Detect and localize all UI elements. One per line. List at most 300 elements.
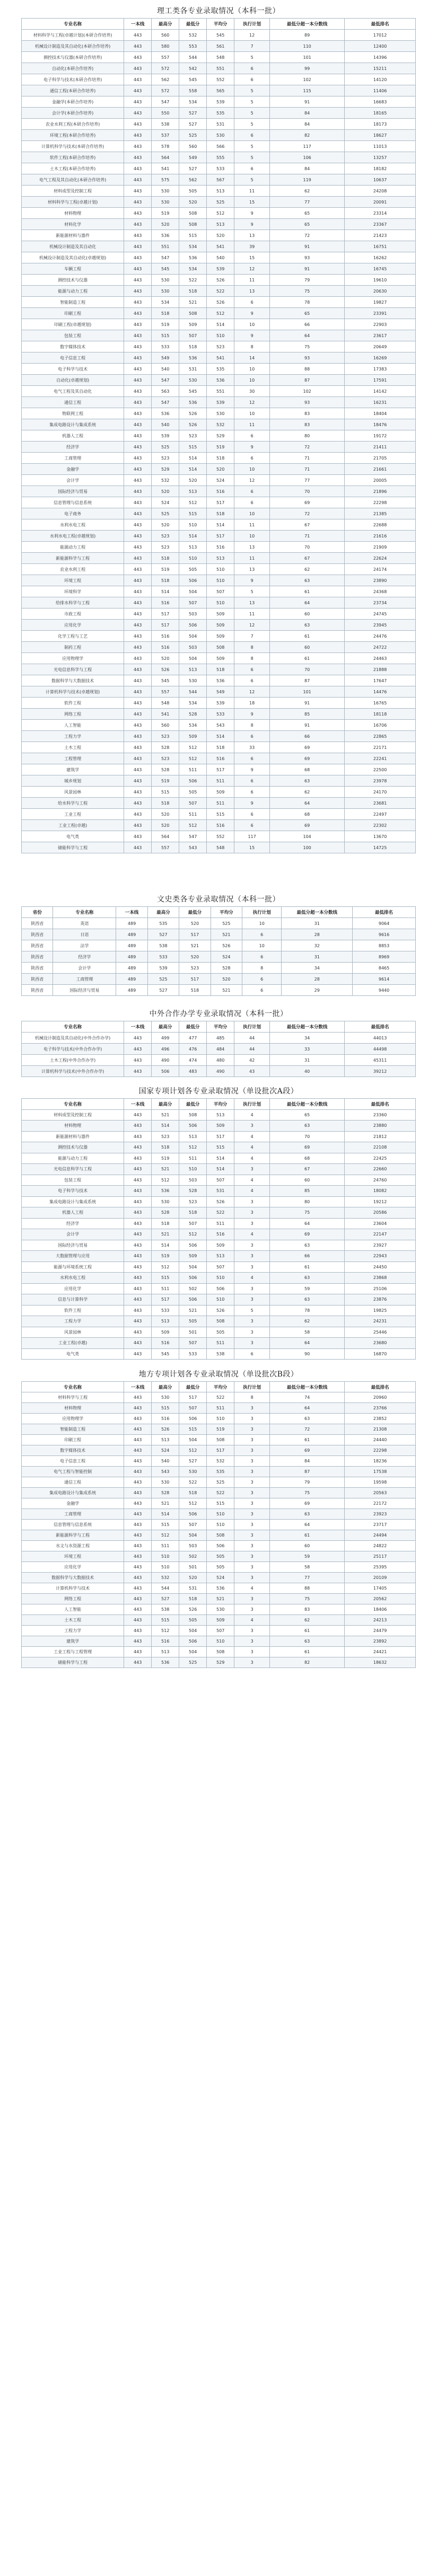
table-cell: 538 <box>152 1604 179 1615</box>
table-row <box>22 375 416 386</box>
table-cell: 32 <box>282 940 353 951</box>
column-header: 平均分 <box>211 907 242 918</box>
admission-table <box>21 1098 416 1360</box>
table-cell: 机械设计制造及其自动化 <box>22 241 124 252</box>
section-title: 国家专项计划各专业录取情况（单设批次A段） <box>138 1087 299 1096</box>
table-cell: 443 <box>124 63 152 74</box>
table-cell: 527 <box>147 985 179 996</box>
table-cell: 23876 <box>345 1294 416 1305</box>
table-row <box>22 698 416 709</box>
table-cell: 489 <box>116 918 147 929</box>
table-cell: 443 <box>124 1131 152 1142</box>
table-cell: 547 <box>152 375 179 386</box>
table-cell: 9616 <box>353 929 416 940</box>
table-cell: 511 <box>207 1218 234 1229</box>
table-cell: 23681 <box>345 798 416 809</box>
table-cell: 14120 <box>345 74 416 85</box>
table-cell: 506 <box>179 1294 207 1305</box>
table-cell: 523 <box>179 430 207 442</box>
table-cell: 443 <box>124 475 152 486</box>
table-cell: 512 <box>179 753 207 764</box>
table-cell: 503 <box>179 608 207 620</box>
table-cell: 应用化学 <box>22 1283 124 1294</box>
table-cell: 540 <box>152 419 179 430</box>
table-cell: 514 <box>207 731 234 742</box>
section-title: 地方专项计划各专业录取情况（单设批次B段） <box>138 1370 299 1379</box>
table-cell: 23717 <box>345 1520 416 1530</box>
table-cell: 61 <box>270 1435 345 1445</box>
table-cell: 536 <box>152 230 179 241</box>
column-header: 最低分超一本分数线 <box>270 1099 345 1110</box>
table-cell: 70 <box>270 486 345 497</box>
table-cell: 443 <box>124 230 152 241</box>
table-cell: 16706 <box>345 720 416 731</box>
table-cell: 11 <box>234 275 270 286</box>
table-cell: 74 <box>270 1392 345 1403</box>
table-cell: 12 <box>234 397 270 408</box>
table-cell: 3 <box>234 1327 270 1338</box>
table-cell: 506 <box>179 1121 207 1132</box>
table-cell: 516 <box>152 631 179 642</box>
table-row <box>22 1055 416 1066</box>
table-cell: 534 <box>179 96 207 108</box>
table-cell: 农业水利工程 <box>22 564 124 575</box>
table-cell: 512 <box>152 1530 179 1541</box>
table-cell: 535 <box>147 918 179 929</box>
table-cell: 集成电路设计与集成系统 <box>22 1488 124 1498</box>
table-cell: 443 <box>124 1055 152 1066</box>
table-cell: 474 <box>179 1055 207 1066</box>
table-cell: 509 <box>179 1251 207 1262</box>
table-cell: 64 <box>270 1520 345 1530</box>
table-cell: 530 <box>179 375 207 386</box>
table-header-row <box>22 1099 416 1110</box>
table-cell: 443 <box>124 675 152 686</box>
table-cell: 543 <box>207 720 234 731</box>
table-cell: 504 <box>179 1435 207 1445</box>
table-cell: 电子科学与技术 <box>22 1186 124 1197</box>
column-header: 平均分 <box>207 19 234 30</box>
table-cell: 520 <box>179 1573 207 1583</box>
table-cell: 515 <box>207 1142 234 1153</box>
table-cell: 515 <box>179 442 207 453</box>
table-cell: 515 <box>179 508 207 519</box>
column-header: 最高分 <box>152 1021 179 1033</box>
section-title: 文史类各专业录取情况（本科一批） <box>157 895 280 904</box>
table-cell: 机械设计制造及其自动化(卓越规划) <box>22 252 124 263</box>
table-cell: 19610 <box>345 275 416 286</box>
table-cell: 信息与计算科学 <box>22 1294 124 1305</box>
table-cell: 530 <box>152 197 179 208</box>
table-cell: 24476 <box>345 631 416 642</box>
table-cell: 512 <box>179 1142 207 1153</box>
table-cell: 3 <box>234 1477 270 1488</box>
table-cell: 23923 <box>345 1509 416 1520</box>
table-cell: 520 <box>179 951 211 963</box>
table-cell: 522 <box>179 275 207 286</box>
table-cell: 会计学 <box>53 963 116 974</box>
table-cell: 23892 <box>345 1636 416 1647</box>
table-cell: 63 <box>270 1240 345 1251</box>
table-cell: 3 <box>234 1647 270 1657</box>
table-cell: 10 <box>242 918 282 929</box>
table-cell: 517 <box>207 497 234 508</box>
table-cell: 443 <box>124 631 152 642</box>
column-header: 最低排名 <box>345 19 416 30</box>
table-row <box>22 442 416 453</box>
table-cell: 518 <box>179 1594 207 1604</box>
table-cell: 58 <box>270 1327 345 1338</box>
table-cell: 443 <box>124 1657 152 1668</box>
table-cell: 5 <box>234 85 270 96</box>
table-cell: 24463 <box>345 653 416 664</box>
table-cell: 527 <box>179 1456 207 1467</box>
table-cell: 443 <box>124 1615 152 1626</box>
table-cell: 22688 <box>345 519 416 531</box>
table-cell: 520 <box>152 809 179 820</box>
table-cell: 117 <box>270 141 345 152</box>
table-row <box>22 1261 416 1273</box>
table-row <box>22 419 416 430</box>
table-cell: 507 <box>207 1261 234 1273</box>
table-cell: 农业水利工程(本研合作培养) <box>22 119 124 130</box>
table-cell: 528 <box>152 764 179 775</box>
table-row <box>22 1186 416 1197</box>
table-cell: 75 <box>270 341 345 352</box>
table-cell: 91 <box>270 96 345 108</box>
table-cell: 514 <box>179 453 207 464</box>
table-cell: 512 <box>179 1229 207 1240</box>
table-cell: 505 <box>179 787 207 798</box>
table-cell: 信息管理与信息系统 <box>22 497 124 508</box>
table-row <box>22 1477 416 1488</box>
table-cell: 541 <box>207 352 234 364</box>
table-row <box>22 1109 416 1121</box>
table-cell: 机器人工程 <box>22 1207 124 1219</box>
table-cell: 75 <box>270 286 345 297</box>
table-cell: 509 <box>207 787 234 798</box>
table-cell: 工商管理 <box>53 974 116 985</box>
table-cell: 集成电路设计与集成系统 <box>22 1196 124 1207</box>
table-cell: 人工智能 <box>22 1604 124 1615</box>
table-cell: 印刷工程 <box>22 1435 124 1445</box>
table-cell: 518 <box>179 1207 207 1219</box>
table-cell: 521 <box>211 929 242 940</box>
table-cell: 6 <box>234 130 270 141</box>
table-cell: 580 <box>152 41 179 52</box>
table-cell: 工程力学 <box>22 1626 124 1636</box>
table-row <box>22 364 416 375</box>
table-cell: 6 <box>234 787 270 798</box>
table-cell: 6 <box>234 430 270 442</box>
table-cell: 24368 <box>345 586 416 597</box>
table-cell: 504 <box>179 1261 207 1273</box>
table-cell: 71 <box>270 531 345 542</box>
table-cell: 530 <box>207 1604 234 1615</box>
table-cell: 18165 <box>345 108 416 119</box>
table-cell: 563 <box>152 386 179 397</box>
table-row <box>22 1615 416 1626</box>
table-cell: 520 <box>207 464 234 475</box>
table-cell: 智能制造工程 <box>22 297 124 308</box>
table-cell: 6 <box>234 74 270 85</box>
table-cell: 6 <box>242 951 282 963</box>
table-cell: 443 <box>124 419 152 430</box>
table-cell: 572 <box>152 85 179 96</box>
table-cell: 23391 <box>345 308 416 319</box>
table-cell: 金融学(本研合作培养) <box>22 96 124 108</box>
table-cell: 61 <box>270 1626 345 1636</box>
table-cell: 给水科学与工程 <box>22 798 124 809</box>
table-cell: 19825 <box>345 1305 416 1316</box>
table-cell: 523 <box>152 731 179 742</box>
table-cell: 工程力学 <box>22 731 124 742</box>
table-cell: 536 <box>152 408 179 419</box>
table-cell: 16683 <box>345 96 416 108</box>
table-cell: 443 <box>124 1392 152 1403</box>
table-cell: 517 <box>179 1392 207 1403</box>
table-row <box>22 1131 416 1142</box>
column-header: 最低排名 <box>353 907 416 918</box>
table-cell: 510 <box>207 1636 234 1647</box>
table-cell: 15 <box>234 197 270 208</box>
table-cell: 443 <box>124 1348 152 1360</box>
table-cell: 443 <box>124 85 152 96</box>
table-row <box>22 831 416 842</box>
table-cell: 信息管理与信息系统 <box>22 1520 124 1530</box>
table-cell: 443 <box>124 653 152 664</box>
table-row <box>22 352 416 364</box>
table-cell: 507 <box>207 586 234 597</box>
table-cell: 8969 <box>353 951 416 963</box>
table-cell: 512 <box>152 1175 179 1186</box>
table-cell: 21308 <box>345 1424 416 1435</box>
table-cell: 507 <box>179 798 207 809</box>
table-cell: 13257 <box>345 152 416 163</box>
table-cell: 陕西省 <box>22 985 53 996</box>
table-cell: 528 <box>179 709 207 720</box>
table-row <box>22 286 416 297</box>
table-cell: 513 <box>207 553 234 564</box>
table-cell: 5 <box>234 174 270 186</box>
column-header: 专业名称 <box>22 19 124 30</box>
column-header: 最低分 <box>179 1099 207 1110</box>
table-cell: 527 <box>152 1594 179 1604</box>
table-cell: 环境工程 <box>22 1551 124 1562</box>
table-row <box>22 1338 416 1349</box>
column-header: 执行计划 <box>234 1099 270 1110</box>
table-cell: 18118 <box>345 709 416 720</box>
table-cell: 539 <box>147 963 179 974</box>
table-cell: 539 <box>152 430 179 442</box>
table-cell: 化学工程与工艺 <box>22 631 124 642</box>
table-cell: 521 <box>179 940 211 951</box>
table-cell: 512 <box>207 208 234 219</box>
table-cell: 3 <box>234 1467 270 1477</box>
table-row <box>22 720 416 731</box>
table-cell: 25117 <box>345 1551 416 1562</box>
table-cell: 519 <box>207 442 234 453</box>
table-cell: 60 <box>270 1541 345 1551</box>
table-cell: 19172 <box>345 430 416 442</box>
column-header: 平均分 <box>207 1099 234 1110</box>
table-cell: 会计学 <box>22 1229 124 1240</box>
table-cell: 539 <box>207 96 234 108</box>
table-cell: 518 <box>152 798 179 809</box>
table-cell: 516 <box>207 542 234 553</box>
table-cell: 土木工程(本研合作培养) <box>22 163 124 174</box>
table-cell: 104 <box>270 831 345 842</box>
table-cell: 560 <box>152 30 179 41</box>
table-cell: 网络工程 <box>22 1594 124 1604</box>
table-cell: 13 <box>234 542 270 553</box>
table-cell: 39 <box>234 241 270 252</box>
table-row <box>22 1273 416 1284</box>
table-cell: 3 <box>234 1445 270 1456</box>
table-cell: 515 <box>207 1498 234 1509</box>
table-cell: 5 <box>234 52 270 63</box>
table-cell: 14725 <box>345 842 416 853</box>
column-header: 最高分 <box>152 19 179 30</box>
table-row <box>22 1626 416 1636</box>
table-cell: 20563 <box>345 1488 416 1498</box>
table-cell: 会计学 <box>22 475 124 486</box>
table-cell: 72 <box>270 230 345 241</box>
table-cell: 443 <box>124 208 152 219</box>
table-cell: 44013 <box>345 1033 416 1044</box>
table-cell: 11 <box>234 186 270 197</box>
table-cell: 443 <box>124 709 152 720</box>
table-cell: 63 <box>270 1509 345 1520</box>
table-row <box>22 252 416 263</box>
table-cell: 17012 <box>345 30 416 41</box>
table-row <box>22 1229 416 1240</box>
table-cell: 13 <box>234 597 270 608</box>
table-cell: 443 <box>124 497 152 508</box>
table-header-row <box>22 19 416 30</box>
table-cell: 504 <box>179 1530 207 1541</box>
column-header: 最低排名 <box>345 1382 416 1392</box>
table-row <box>22 208 416 219</box>
table-cell: 506 <box>179 775 207 787</box>
table-cell: 514 <box>152 586 179 597</box>
table-cell: 543 <box>179 842 207 853</box>
table-cell: 电子商务 <box>22 508 124 519</box>
table-cell: 544 <box>179 686 207 698</box>
table-cell: 521 <box>152 1164 179 1175</box>
table-cell: 8465 <box>353 963 416 974</box>
table-cell: 531 <box>179 1583 207 1594</box>
table-cell: 3 <box>234 1604 270 1615</box>
table-cell: 117 <box>234 831 270 842</box>
table-cell: 507 <box>179 330 207 341</box>
table-cell: 91 <box>270 720 345 731</box>
table-cell: 机器人工程 <box>22 430 124 442</box>
table-cell: 519 <box>152 564 179 575</box>
table-cell: 443 <box>124 1509 152 1520</box>
table-cell: 517 <box>207 1131 234 1142</box>
table-cell: 485 <box>207 1033 234 1044</box>
table-cell: 516 <box>152 1636 179 1647</box>
table-cell: 68 <box>270 764 345 775</box>
table-row <box>22 1541 416 1551</box>
table-cell: 505 <box>207 1551 234 1562</box>
column-header: 平均分 <box>207 1021 234 1033</box>
table-cell: 532 <box>152 1573 179 1583</box>
table-cell: 60 <box>270 608 345 620</box>
table-cell: 应用物理学 <box>22 1414 124 1424</box>
table-row <box>22 798 416 809</box>
table-cell: 443 <box>124 375 152 386</box>
table-cell: 443 <box>124 1066 152 1077</box>
table-cell: 532 <box>207 1456 234 1467</box>
table-cell: 6 <box>242 985 282 996</box>
table-row <box>22 174 416 186</box>
table-cell: 507 <box>179 597 207 608</box>
table-row <box>22 1604 416 1615</box>
column-header: 省份 <box>22 907 53 918</box>
table-cell: 44 <box>234 1033 270 1044</box>
table-row <box>22 453 416 464</box>
table-cell: 511 <box>207 1403 234 1414</box>
table-cell: 484 <box>207 1044 234 1055</box>
table-row <box>22 1456 416 1467</box>
table-cell: 14476 <box>345 686 416 698</box>
table-cell: 510 <box>152 1562 179 1573</box>
table-cell: 工商管理 <box>22 453 124 464</box>
table-row <box>22 241 416 252</box>
table-cell: 61 <box>270 586 345 597</box>
table-cell: 17647 <box>345 675 416 686</box>
table-cell: 507 <box>179 1218 207 1229</box>
table-cell: 443 <box>124 330 152 341</box>
table-cell: 519 <box>207 1424 234 1435</box>
table-cell: 443 <box>124 408 152 419</box>
table-cell: 545 <box>152 1348 179 1360</box>
table-cell: 电气类 <box>22 831 124 842</box>
table-cell: 3 <box>234 1251 270 1262</box>
table-cell: 9440 <box>353 985 416 996</box>
admission-table <box>21 1021 416 1077</box>
table-cell: 528 <box>152 1207 179 1219</box>
table-row <box>22 1424 416 1435</box>
table-cell: 土木工程 <box>22 1615 124 1626</box>
table-row <box>22 742 416 753</box>
table-cell: 524 <box>152 1445 179 1456</box>
table-cell: 510 <box>179 519 207 531</box>
table-cell: 电子科学与技术(本研合作培养) <box>22 74 124 85</box>
table-cell: 443 <box>124 1121 152 1132</box>
table-cell: 数据科学与大数据技术 <box>22 675 124 686</box>
table-cell: 61 <box>270 1530 345 1541</box>
table-cell: 540 <box>207 252 234 263</box>
table-cell: 552 <box>207 74 234 85</box>
table-cell: 11406 <box>345 85 416 96</box>
column-header: 一本线 <box>124 1382 152 1392</box>
table-cell: 501 <box>179 1327 207 1338</box>
table-row <box>22 1657 416 1668</box>
table-cell: 42 <box>234 1055 270 1066</box>
table-cell: 85 <box>270 1186 345 1197</box>
table-cell: 443 <box>124 753 152 764</box>
table-cell: 516 <box>207 753 234 764</box>
table-cell: 518 <box>152 1218 179 1229</box>
table-cell: 520 <box>179 197 207 208</box>
table-cell: 水利水电工程 <box>22 519 124 531</box>
table-cell: 545 <box>207 30 234 41</box>
table-cell: 543 <box>152 1467 179 1477</box>
table-cell: 21423 <box>345 230 416 241</box>
